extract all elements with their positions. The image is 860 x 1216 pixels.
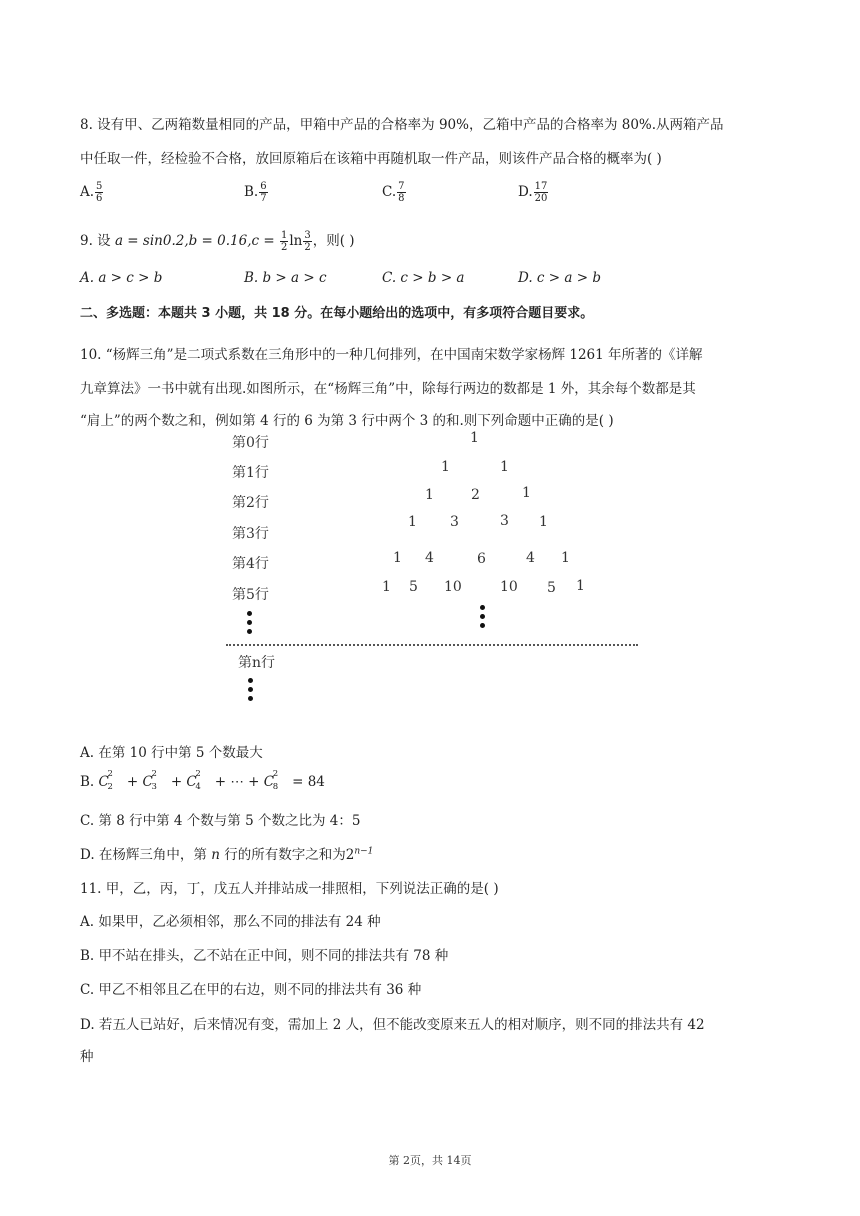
triangle-entry: 4 xyxy=(425,550,434,566)
q10-stem-line2: 九章算法》一书中就有出现.如图所示，在“杨辉三角”中，除每行两边的数都是 1 外，其余每个数都是其 xyxy=(80,381,696,397)
triangle-entry: 2 xyxy=(471,487,480,503)
row-label-5: 第5行 xyxy=(232,587,269,603)
triangle-entry: 1 xyxy=(470,430,479,446)
q11-option-a: A. 如果甲，乙必须相邻，那么不同的排法有 24 种 xyxy=(80,914,381,930)
q11-option-d-line2: 种 xyxy=(80,1049,94,1065)
q8-option-d: D. $\frac{17}{20}$ xyxy=(518,181,548,204)
section-heading-multiple-choice: 二、多选题：本题共 3 小题，共 18 分。在每小题给出的选项中，有多项符合题目要求。 xyxy=(80,306,594,321)
triangle-entry: 5 xyxy=(409,579,418,595)
triangle-entry: 1 xyxy=(561,550,570,566)
bottom-ellipsis-icon xyxy=(248,678,254,705)
triangle-entry: 1 xyxy=(576,578,585,594)
q9-option-c: C. c > b > a xyxy=(382,270,465,286)
q8-option-b: B. $\frac{6}{7}$ xyxy=(244,181,267,204)
triangle-entry: 3 xyxy=(450,514,459,530)
q8-option-c: C. $\frac{7}{8}$ xyxy=(382,181,405,204)
q10-stem-line3: “肩上”的两个数之和，例如第 4 行的 6 为第 3 行中两个 3 的和.则下列命题中正确的是( ) xyxy=(80,413,614,429)
triangle-entry: 1 xyxy=(500,459,509,475)
triangle-entry: 1 xyxy=(522,485,531,501)
triangle-entry: 1 xyxy=(539,514,548,530)
triangle-entry: 1 xyxy=(441,459,450,475)
q11-option-d-line1: D. 若五人已站好，后来情况有变，需加上 2 人，但不能改变原来五人的相对顺序，则不同的排法共有 42 xyxy=(80,1017,705,1033)
row-label-0: 第0行 xyxy=(232,435,269,451)
q11-stem: 11. 甲，乙，丙，丁，戊五人并排站成一排照相，下列说法正确的是( ) xyxy=(80,881,499,897)
triangle-entry: 3 xyxy=(500,513,509,529)
left-ellipsis-icon xyxy=(247,611,253,638)
row-label-n: 第n行 xyxy=(238,655,276,671)
q11-option-c: C. 甲乙不相邻且乙在甲的右边，则不同的排法共有 36 种 xyxy=(80,982,422,998)
q10-option-c: C. 第 8 行中第 4 个数与第 5 个数之比为 4：5 xyxy=(80,813,361,829)
triangle-entry: 6 xyxy=(477,551,486,567)
yang-hui-triangle-figure xyxy=(220,425,650,715)
row-label-4: 第4行 xyxy=(232,556,269,572)
q10-option-b: B. C 2 2 + C 2 3 + C 2 4 + ⋯ + C 2 8 = 84 xyxy=(80,769,325,792)
q11-option-b: B. 甲不站在排头，乙不站在正中间，则不同的排法共有 78 种 xyxy=(80,948,449,964)
triangle-entry: 4 xyxy=(526,550,535,566)
triangle-entry: 1 xyxy=(425,487,434,503)
q8-stem-line2: 中任取一件，经检验不合格，放回原箱后在该箱中再随机取一件产品，则该件产品合格的概率为( ) xyxy=(80,151,662,167)
triangle-entry: 1 xyxy=(393,550,402,566)
q9-option-d: D. c > a > b xyxy=(518,270,601,286)
q9-option-a: A. a > c > b xyxy=(80,270,163,286)
row-label-2: 第2行 xyxy=(232,495,269,511)
q10-option-a: A. 在第 10 行中第 5 个数最大 xyxy=(80,745,263,761)
row-label-3: 第3行 xyxy=(232,526,269,542)
row-label-1: 第1行 xyxy=(232,465,269,481)
triangle-entry: 10 xyxy=(444,579,462,595)
q9-option-b: B. b > a > c xyxy=(244,270,327,286)
center-ellipsis-icon xyxy=(480,605,486,632)
q8-stem-line1: 8. 设有甲、乙两箱数量相同的产品，甲箱中产品的合格率为 90%，乙箱中产品的合格率为 80%.从两箱产品 xyxy=(80,117,724,133)
q10-option-d: D. 在杨辉三角中，第 n 行的所有数字之和为$2^{n-1}$ xyxy=(80,846,374,863)
triangle-entry: 10 xyxy=(500,579,518,595)
triangle-entry: 1 xyxy=(408,514,417,530)
page-footer: 第 2页，共 14页 xyxy=(388,1154,472,1167)
triangle-entry: 5 xyxy=(547,580,556,596)
q8-option-a: A. $\frac{5}{6}$ xyxy=(80,181,103,204)
q9-stem: 9. 设 a = sin0.2,b = 0.16,c = $\frac{1}{2}$ ln $\frac{3}{2}$ ，则( ) xyxy=(80,230,355,253)
triangle-entry: 1 xyxy=(382,579,391,595)
q10-stem-line1: 10. “杨辉三角”是二项式系数在三角形中的一种几何排列，在中国南宋数学家杨辉 1261 年所著的《详解 xyxy=(80,347,703,363)
dotted-divider xyxy=(226,644,638,646)
